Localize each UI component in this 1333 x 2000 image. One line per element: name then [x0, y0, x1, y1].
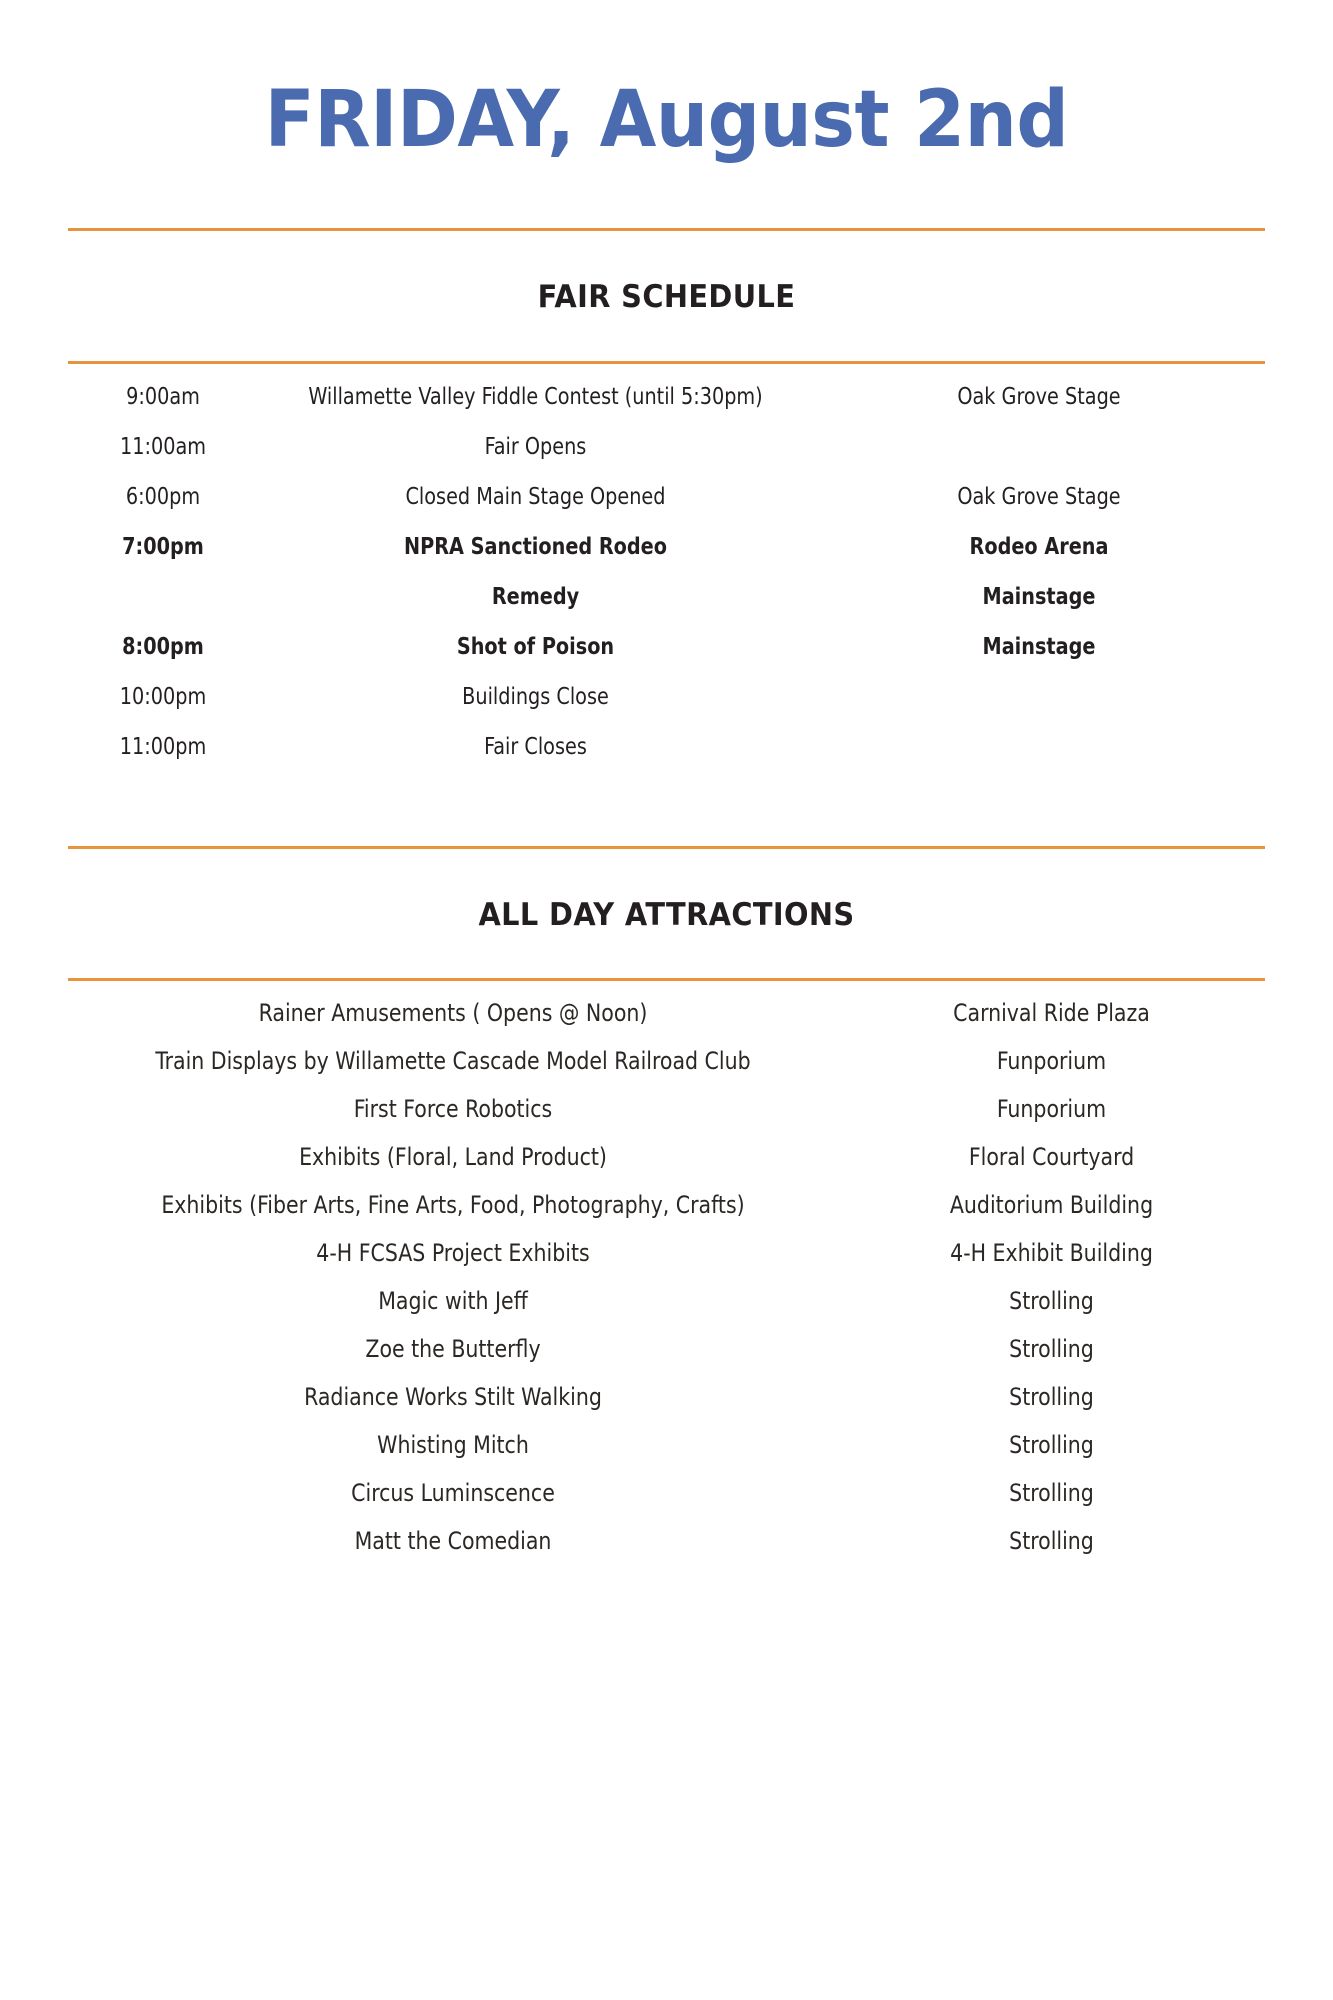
- table-row: [68, 1517, 1265, 1565]
- divider-above-all-day-attractions: [68, 846, 1265, 849]
- attraction-location-cell: Floral Courtyard: [968, 1143, 1135, 1172]
- attraction-event-cell: Matt the Comedian: [354, 1527, 552, 1556]
- schedule-location-cell: Oak Grove Stage: [957, 483, 1121, 510]
- section-heading-all-day-attractions: ALL DAY ATTRACTIONS: [478, 896, 855, 933]
- table-row: [68, 622, 1265, 672]
- table-row: [68, 372, 1265, 422]
- table-row: [68, 672, 1265, 722]
- table-row: [68, 1469, 1265, 1517]
- schedule-event-cell: Fair Opens: [484, 433, 587, 460]
- schedule-event-cell: Willamette Valley Fiddle Contest (until 5:30pm): [308, 383, 763, 410]
- schedule-time-cell: 8:00pm: [122, 633, 204, 660]
- table-row: [68, 722, 1265, 772]
- schedule-event-cell: Fair Closes: [484, 733, 587, 760]
- fair-schedule-body: [68, 372, 1265, 772]
- section-spacer: [0, 772, 1333, 846]
- schedule-event-cell: Closed Main Stage Opened: [405, 483, 666, 510]
- table-row: [68, 1277, 1265, 1325]
- attraction-location-cell: Strolling: [1009, 1479, 1094, 1508]
- table-row: [68, 572, 1265, 622]
- all-day-attractions-body: [68, 989, 1265, 1565]
- attraction-event-cell: Train Displays by Willamette Cascade Model Railroad Club: [155, 1047, 751, 1076]
- schedule-time-cell: 10:00pm: [119, 683, 207, 710]
- attraction-event-cell: Exhibits (Floral, Land Product): [299, 1143, 607, 1172]
- spacer: [0, 364, 1333, 372]
- attraction-location-cell: Strolling: [1009, 1287, 1094, 1316]
- attraction-location-cell: Strolling: [1009, 1431, 1094, 1460]
- attraction-location-cell: Strolling: [1009, 1527, 1094, 1556]
- schedule-location-cell: Rodeo Arena: [969, 533, 1109, 560]
- table-row: [68, 1181, 1265, 1229]
- attraction-event-cell: Circus Luminscence: [351, 1479, 555, 1508]
- section-heading-fair-schedule: FAIR SCHEDULE: [537, 279, 796, 316]
- attraction-event-cell: Zoe the Butterfly: [365, 1335, 541, 1364]
- schedule-location-cell: Mainstage: [982, 633, 1096, 660]
- schedule-time-cell: 7:00pm: [122, 533, 204, 560]
- attraction-event-cell: 4-H FCSAS Project Exhibits: [316, 1239, 590, 1268]
- table-row: [68, 1037, 1265, 1085]
- divider-above-fair-schedule: [68, 228, 1265, 231]
- table-row: [68, 1229, 1265, 1277]
- table-row: [68, 1085, 1265, 1133]
- schedule-time-cell: 11:00pm: [119, 733, 207, 760]
- schedule-time-cell: 6:00pm: [125, 483, 201, 510]
- schedule-event-cell: Shot of Poison: [456, 633, 615, 660]
- page-title: FRIDAY, August 2nd: [264, 75, 1069, 166]
- attraction-location-cell: Funporium: [996, 1095, 1107, 1124]
- attraction-event-cell: Rainer Amusements ( Opens @ Noon): [258, 999, 648, 1028]
- attraction-event-cell: Magic with Jeff: [378, 1287, 528, 1316]
- schedule-time-cell: 11:00am: [120, 433, 206, 460]
- attraction-event-cell: Exhibits (Fiber Arts, Fine Arts, Food, Photography, Crafts): [161, 1191, 745, 1220]
- attraction-event-cell: Radiance Works Stilt Walking: [304, 1383, 602, 1412]
- all-day-attractions-table: [68, 989, 1265, 1565]
- table-row: [68, 1325, 1265, 1373]
- attraction-location-cell: 4-H Exhibit Building: [950, 1239, 1153, 1268]
- table-row: [68, 1133, 1265, 1181]
- attraction-location-cell: Auditorium Building: [949, 1191, 1154, 1220]
- attraction-location-cell: Strolling: [1009, 1335, 1094, 1364]
- fair-schedule-table: [68, 372, 1265, 772]
- attraction-location-cell: Funporium: [996, 1047, 1107, 1076]
- table-row: [68, 522, 1265, 572]
- schedule-event-cell: NPRA Sanctioned Rodeo: [404, 533, 667, 560]
- schedule-time-cell: 9:00am: [126, 383, 200, 410]
- schedule-location-cell: Oak Grove Stage: [957, 383, 1121, 410]
- schedule-location-cell: Mainstage: [982, 583, 1096, 610]
- table-row: [68, 1373, 1265, 1421]
- attraction-event-cell: Whisting Mitch: [377, 1431, 529, 1460]
- table-row: [68, 422, 1265, 472]
- attraction-location-cell: Carnival Ride Plaza: [953, 999, 1150, 1028]
- table-row: [68, 472, 1265, 522]
- attraction-event-cell: First Force Robotics: [353, 1095, 553, 1124]
- attraction-location-cell: Strolling: [1009, 1383, 1094, 1412]
- spacer: [0, 981, 1333, 989]
- schedule-event-cell: Buildings Close: [462, 683, 609, 710]
- table-row: [68, 1421, 1265, 1469]
- table-row: [68, 989, 1265, 1037]
- schedule-event-cell: Remedy: [491, 583, 580, 610]
